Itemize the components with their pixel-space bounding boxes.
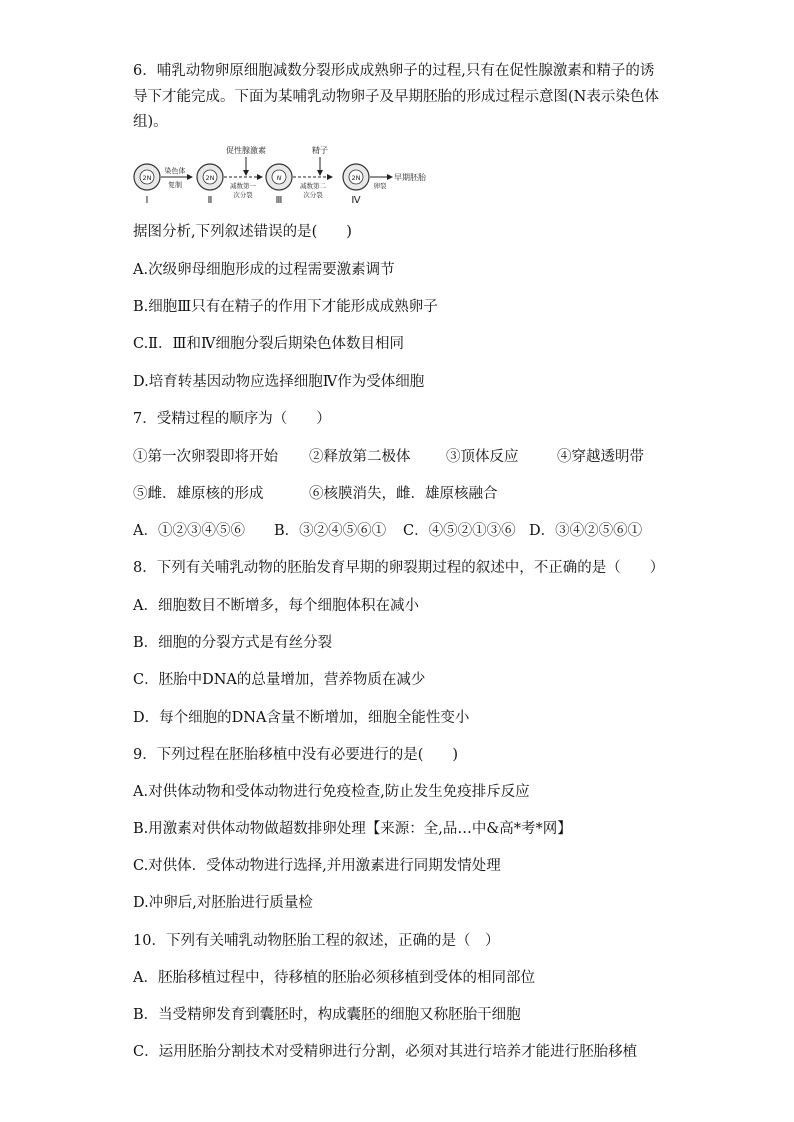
q10-option-a: A．胚胎移植过程中，待移植的胚胎必须移植到受体的相同部位 — [133, 970, 535, 986]
q9-option-c: C.对供体．受体动物进行选择,并用激素进行同期发情处理 — [133, 858, 501, 874]
q7-item-1: ①第一次卵裂即将开始 — [133, 449, 278, 465]
cell-3-label: N — [276, 174, 282, 182]
q6-stem-line1: 6．哺乳动物卵原细胞减数分裂形成成熟卵子的过程,只有在促性腺激素和精子的诱 — [133, 63, 655, 79]
q7-item-4: ④穿越透明带 — [557, 449, 644, 465]
roman-2: Ⅱ — [207, 195, 213, 205]
q8-option-b: B．细胞的分裂方式是有丝分裂 — [133, 635, 333, 651]
arrow2-bottom-label1: 减数第一 — [230, 182, 256, 190]
arrow3-bottom-label1: 减数第二 — [300, 182, 326, 190]
roman-1: Ⅰ — [145, 195, 149, 205]
q10-option-c: C．运用胚胎分割技术对受精卵进行分割，必须对其进行培养才能进行胚胎移植 — [133, 1044, 638, 1060]
q7-item-5: ⑤雌．雄原核的形成 — [133, 486, 264, 502]
oocyte-formation-diagram — [130, 143, 450, 205]
q9-stem: 9．下列过程在胚胎移植中没有必要进行的是( ) — [133, 747, 459, 763]
arrow3-bottom-label2: 次分裂 — [303, 191, 323, 199]
arrow4-bottom-label: 卵裂 — [373, 182, 387, 190]
q8-option-c: C．胚胎中DNA的总量增加，营养物质在减少 — [133, 672, 426, 688]
arrow1-top-label: 染色体 — [164, 167, 186, 175]
q7-item-3: ③顶体反应 — [446, 449, 519, 465]
q7-option-d: D．③④②⑤⑥① — [529, 523, 643, 539]
arrow2-bottom-label2: 次分裂 — [233, 191, 253, 199]
q6-option-d: D.培育转基因动物应选择细胞Ⅳ作为受体细胞 — [133, 374, 425, 390]
roman-3: Ⅲ — [275, 195, 283, 205]
q6-ask: 据图分析,下列叙述错误的是( ) — [133, 224, 352, 240]
early-embryo-label: 早期胚胎 — [394, 173, 426, 182]
q7-option-c: C．④⑤②①③⑥ — [403, 523, 516, 539]
cell-2 — [197, 164, 223, 190]
q10-option-b: B．当受精卵发育到囊胚时，构成囊胚的细胞又称胚胎干细胞 — [133, 1007, 521, 1023]
q8-option-d: D．每个细胞的DNA含量不断增加，细胞全能性变小 — [133, 710, 470, 726]
cell-3 — [266, 164, 292, 190]
hormone-label: 促性腺激素 — [226, 146, 266, 155]
q9-option-b: B.用激素对供体动物做超数排卵处理【来源：全,品…中&高*考*网】 — [133, 821, 572, 837]
cell-4-label: 2N — [351, 174, 361, 182]
q10-stem: 10．下列有关哺乳动物胚胎工程的叙述，正确的是（ ） — [133, 933, 500, 949]
q7-option-b: B．③②④⑤⑥① — [274, 523, 387, 539]
q9-option-d: D.冲卵后,对胚胎进行质量检 — [133, 895, 313, 911]
q6-stem-line3: 组)。 — [133, 114, 168, 130]
cell-1 — [134, 164, 160, 190]
q6-stem-line2: 导下才能完成。下面为某哺乳动物卵子及早期胚胎的形成过程示意图(N表示染色体 — [133, 89, 659, 105]
q7-item-6: ⑥核膜消失，雌．雄原核融合 — [309, 486, 498, 502]
q6-option-a: A.次级卵母细胞形成的过程需要激素调节 — [133, 262, 395, 278]
q6-option-b: B.细胞Ⅲ只有在精子的作用下才能形成成熟卵子 — [133, 299, 438, 315]
sperm-label: 精子 — [312, 146, 328, 155]
cell-1-label: 2N — [142, 174, 152, 182]
cell-4 — [343, 164, 369, 190]
q7-stem: 7．受精过程的顺序为（ ） — [133, 411, 331, 427]
q8-stem: 8．下列有关哺乳动物的胚胎发育早期的卵裂期过程的叙述中，不正确的是（ ） — [133, 560, 665, 576]
q9-option-a: A.对供体动物和受体动物进行免疫检查,防止发生免疫排斥反应 — [133, 784, 530, 800]
arrow1-bottom-label: 复制 — [168, 181, 182, 189]
q6-option-c: C.Ⅱ．Ⅲ和Ⅳ细胞分裂后期染色体数目相同 — [133, 336, 405, 352]
cell-2-label: 2N — [205, 174, 215, 182]
q8-option-a: A．细胞数目不断增多，每个细胞体积在减小 — [133, 598, 419, 614]
q7-option-a: A．①②③④⑤⑥ — [133, 523, 245, 539]
roman-4: Ⅳ — [351, 195, 361, 205]
q7-item-2: ②释放第二极体 — [309, 449, 411, 465]
